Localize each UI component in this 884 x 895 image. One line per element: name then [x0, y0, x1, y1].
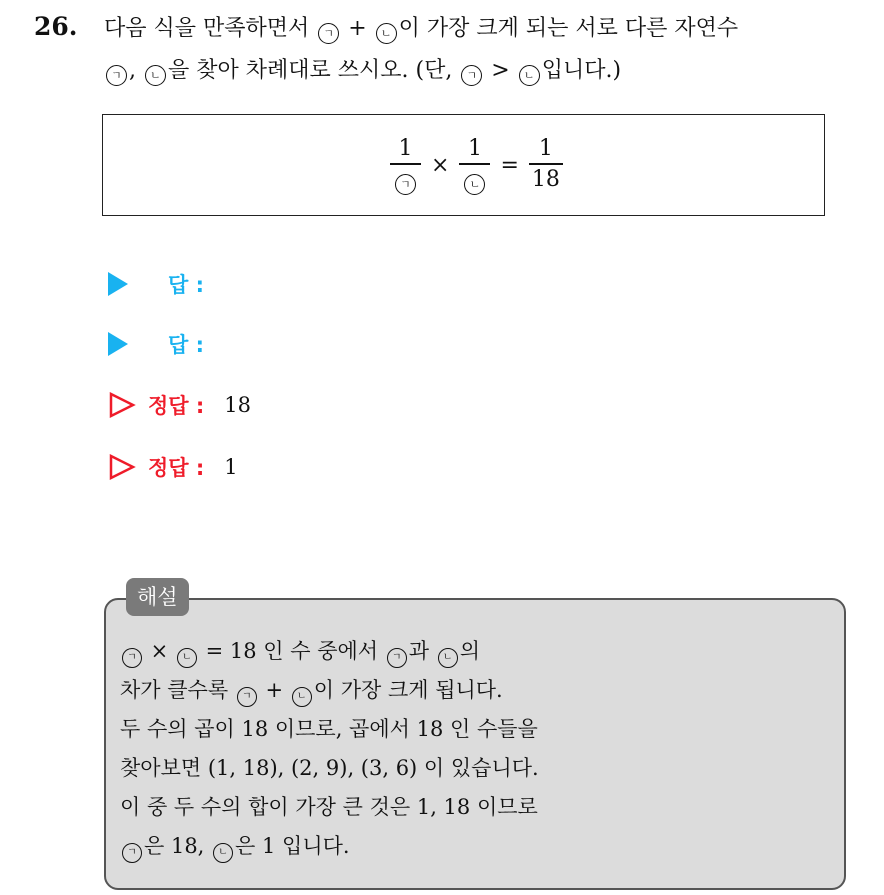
correct-answer-label: 정답 :	[148, 456, 205, 480]
circled-giyeok: ㄱ	[461, 65, 482, 86]
circled-nieun: ㄴ	[213, 843, 233, 863]
circled-nieun: ㄴ	[376, 23, 397, 44]
question-text: 다음 식을 만족하면서	[104, 16, 317, 41]
correct-answer-value: 18	[224, 393, 252, 417]
circled-nieun: ㄴ	[438, 648, 458, 668]
greater-than: >	[484, 58, 517, 83]
question-text-line-2	[104, 56, 621, 86]
correct-answer-value: 1	[224, 455, 238, 479]
plus-sign: +	[341, 16, 374, 41]
times-sign: ×	[431, 152, 450, 178]
text: 의	[459, 639, 481, 663]
answer-row-1[interactable]	[108, 267, 204, 301]
circled-nieun: ㄴ	[145, 65, 166, 86]
denominator: 18	[531, 166, 560, 192]
circled-nieun: ㄴ	[177, 648, 197, 668]
correct-answer-label: 정답 :	[148, 394, 205, 418]
circled-giyeok: ㄱ	[395, 174, 416, 195]
question-text: ,	[129, 58, 143, 83]
fraction-1-over-18	[529, 135, 563, 195]
text: 이 가장 크게 됩니다.	[313, 678, 503, 702]
numerator: 1	[467, 136, 482, 162]
text: +	[258, 678, 290, 702]
question-text: 이 가장 크게 되는 서로 다른 자연수	[398, 16, 739, 41]
denominator	[390, 165, 421, 195]
explanation-text	[120, 632, 539, 866]
text: 은 1 입니다.	[235, 834, 350, 858]
numerator: 1	[538, 136, 553, 162]
fraction-1-over-nieun	[459, 135, 490, 195]
text: 차가 클수록	[120, 678, 235, 702]
circled-giyeok: ㄱ	[122, 648, 142, 668]
explanation-line-5: 이 중 두 수의 합이 가장 큰 것은 1, 18 이므로	[120, 795, 538, 819]
answer-label: 답 :	[168, 333, 204, 357]
text: = 18 인 수 중에서	[198, 639, 385, 663]
explanation-line-1	[120, 632, 539, 671]
correct-answer-row-2	[108, 450, 238, 484]
explanation-line-4: 찾아보면 (1, 18), (2, 9), (3, 6) 이 있습니다.	[120, 756, 539, 780]
explanation-tag: 해설	[126, 578, 189, 616]
circled-giyeok: ㄱ	[237, 687, 257, 707]
question-number: 26.	[34, 12, 78, 41]
circled-nieun: ㄴ	[519, 65, 540, 86]
triangle-outline-icon	[108, 392, 136, 418]
answer-label: 답 :	[168, 273, 204, 297]
circled-giyeok: ㄱ	[387, 648, 407, 668]
question-text: 입니다.)	[541, 58, 622, 83]
explanation-line-2	[120, 671, 539, 710]
explanation-line-6	[120, 827, 539, 866]
explanation-line-3: 두 수의 곱이 18 이므로, 곱에서 18 인 수들을	[120, 717, 538, 741]
triangle-outline-icon	[108, 454, 136, 480]
correct-answer-row-1	[108, 388, 251, 422]
numerator: 1	[398, 136, 413, 162]
equals-sign: =	[500, 152, 519, 178]
circled-nieun: ㄴ	[464, 174, 485, 195]
answer-row-2[interactable]	[108, 327, 204, 361]
question-text: 을 찾아 차례대로 쓰시오. (단,	[168, 58, 460, 83]
circled-giyeok: ㄱ	[122, 843, 142, 863]
question-text-line-1	[104, 14, 738, 44]
denominator	[459, 165, 490, 195]
circled-giyeok: ㄱ	[106, 65, 127, 86]
play-triangle-icon	[108, 332, 128, 356]
text: ×	[144, 639, 175, 663]
circled-nieun: ㄴ	[292, 687, 312, 707]
text: 은 18,	[144, 834, 212, 858]
play-triangle-icon	[108, 272, 128, 296]
circled-giyeok: ㄱ	[318, 23, 339, 44]
fraction-1-over-giyeok	[390, 135, 421, 195]
text: 과	[408, 639, 436, 663]
equation	[386, 130, 567, 200]
